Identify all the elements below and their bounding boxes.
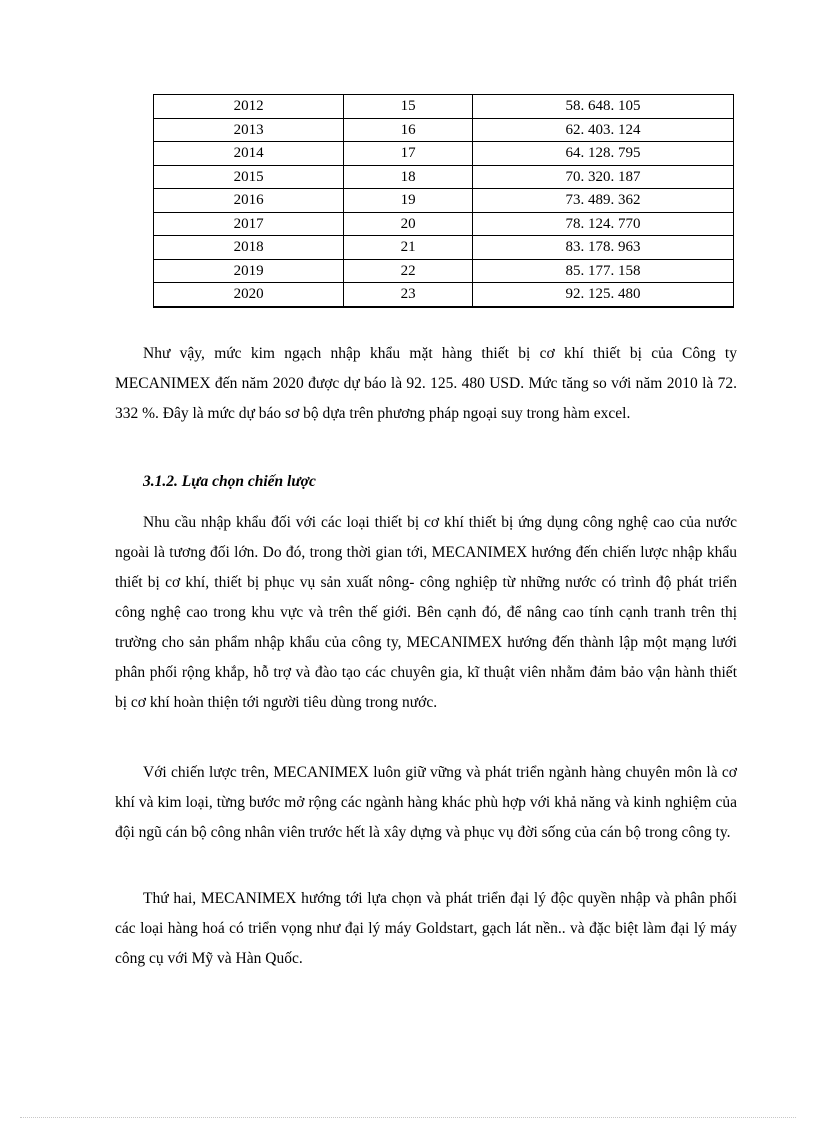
year-cell: 2015 xyxy=(154,165,344,189)
t-cell: 17 xyxy=(344,142,473,166)
value-cell: 83. 178. 963 xyxy=(472,236,733,260)
paragraph-text: Nhu cầu nhập khẩu đối với các loại thiết bị cơ khí thiết bị ứng dụng công nghệ cao của nước ngoài là tương đối lớn. Do đó, trong thời gian tới, MECANIMEX hướng đến chiến lược nhập khẩu thiết bị cơ khí, thiết bị phục vụ sản xuất nông- công nghiệp từ những nước có trình độ phát triển công nghệ cao trong khu vực và trên thế giới. Bên cạnh đó, để nâng cao tính cạnh tranh trên thị trường cho sản phẩm nhập khẩu của công ty, MECANIMEX hướng đến thành lập một mạng lưới phân phối rộng khắp, hỗ trợ và đào tạo các chuyên gia, kĩ thuật viên nhằm đảm bảo vận hành thiết bị cơ khí hoàn thiện tới người tiêu dùng trong nước. xyxy=(115,514,737,711)
value-cell: 85. 177. 158 xyxy=(472,259,733,283)
value-cell: 62. 403. 124 xyxy=(472,118,733,142)
year-cell: 2018 xyxy=(154,236,344,260)
t-cell: 23 xyxy=(344,283,473,307)
table-row xyxy=(154,283,734,307)
forecast-table xyxy=(153,94,734,308)
table-row xyxy=(154,95,734,119)
table-row xyxy=(154,142,734,166)
table-row xyxy=(154,165,734,189)
table-row xyxy=(154,189,734,213)
paragraph-strategy xyxy=(115,508,737,718)
table-row xyxy=(154,118,734,142)
value-cell: 70. 320. 187 xyxy=(472,165,733,189)
year-cell: 2019 xyxy=(154,259,344,283)
year-cell: 2014 xyxy=(154,142,344,166)
value-cell: 73. 489. 362 xyxy=(472,189,733,213)
paragraph-distribution xyxy=(115,884,737,974)
t-cell: 21 xyxy=(344,236,473,260)
t-cell: 15 xyxy=(344,95,473,119)
section-heading: 3.1.2. Lựa chọn chiến lược xyxy=(143,473,316,490)
page-bottom-divider xyxy=(20,1117,796,1118)
paragraph-text: Với chiến lược trên, MECANIMEX luôn giữ vững và phát triển ngành hàng chuyên môn là cơ khí và kim loại, từng bước mở rộng các ngành hàng khác phù hợp với khả năng và kinh nghiệm của đội ngũ cán bộ công nhân viên trước hết là xây dựng và phục vụ đời sống của cán bộ trong công ty. xyxy=(115,764,737,841)
table-row xyxy=(154,212,734,236)
t-cell: 19 xyxy=(344,189,473,213)
value-cell: 92. 125. 480 xyxy=(472,283,733,307)
table-row xyxy=(154,259,734,283)
t-cell: 22 xyxy=(344,259,473,283)
year-cell: 2017 xyxy=(154,212,344,236)
paragraph-text: Thứ hai, MECANIMEX hướng tới lựa chọn và phát triển đại lý độc quyền nhập và phân phối các loại hàng hoá có triển vọng như đại lý máy Goldstart, gạch lát nền.. và đặc biệt làm đại lý máy công cụ với Mỹ và Hàn Quốc. xyxy=(115,890,737,967)
year-cell: 2012 xyxy=(154,95,344,119)
t-cell: 16 xyxy=(344,118,473,142)
value-cell: 64. 128. 795 xyxy=(472,142,733,166)
value-cell: 58. 648. 105 xyxy=(472,95,733,119)
table-row xyxy=(154,236,734,260)
paragraph-text: Như vậy, mức kim ngạch nhập khẩu mặt hàng thiết bị cơ khí thiết bị của Công ty MECANIMEX đến năm 2020 được dự báo là 92. 125. 480 USD. Mức tăng so với năm 2010 là 72. 332 %. Đây là mức dự báo sơ bộ dựa trên phương pháp ngoại suy trong hàm excel. xyxy=(115,345,737,422)
paragraph-core-business xyxy=(115,758,737,848)
value-cell: 78. 124. 770 xyxy=(472,212,733,236)
year-cell: 2020 xyxy=(154,283,344,307)
year-cell: 2013 xyxy=(154,118,344,142)
paragraph-forecast-summary xyxy=(115,339,737,429)
t-cell: 20 xyxy=(344,212,473,236)
year-cell: 2016 xyxy=(154,189,344,213)
t-cell: 18 xyxy=(344,165,473,189)
